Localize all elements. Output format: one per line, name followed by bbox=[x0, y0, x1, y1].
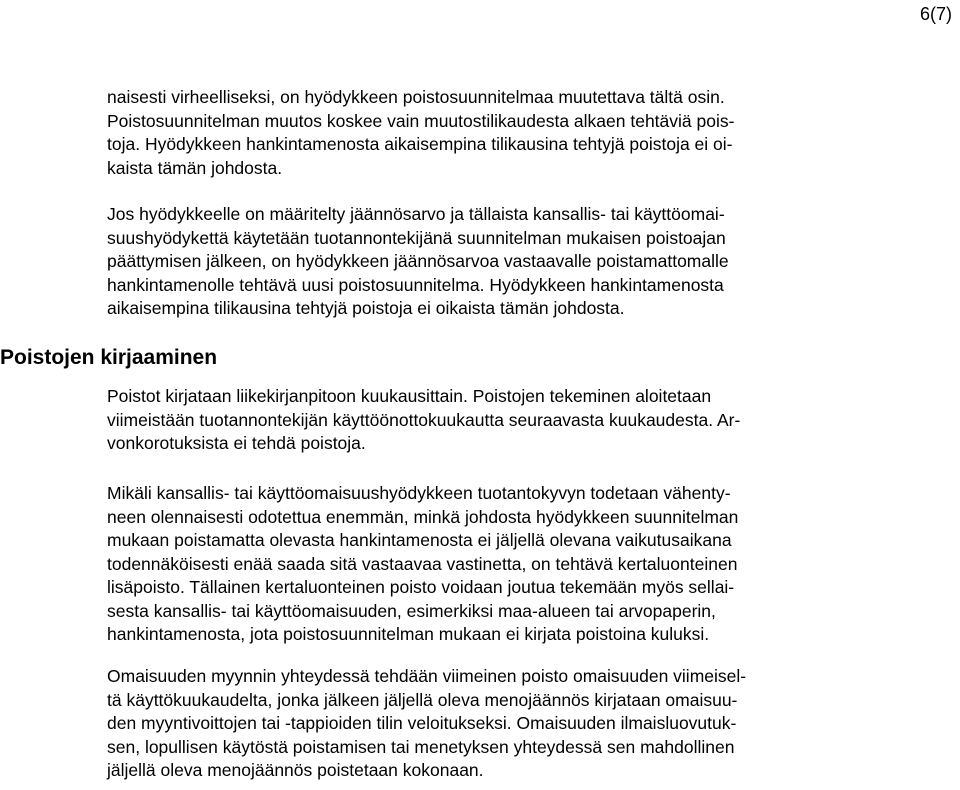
page-number: 6(7) bbox=[919, 4, 952, 24]
text-line: todennäköisesti enää saada sitä vastaavaa vastinetta, on tehtävä kertaluonteinen bbox=[107, 553, 738, 574]
text-line: lisäpoisto. Tällainen kertaluonteinen poisto voidaan joutua tekemään myös sellai- bbox=[107, 577, 735, 597]
text-line: Jos hyödykkeelle on määritelty jäännösarvo ja tällaista kansallis- tai käyttöomai- bbox=[107, 204, 725, 224]
text-line: aikaisempina tilikausina tehtyjä poistoja ei oikaista tämän johdosta. bbox=[107, 298, 625, 318]
text-line: tä käyttökuukaudelta, jonka jälkeen jäljellä oleva menojäännös kirjataan omaisuu- bbox=[107, 689, 738, 710]
text-line: vonkorotuksista ei tehdä poistoja. bbox=[107, 433, 366, 453]
paragraph-2 bbox=[107, 203, 867, 321]
text-line: Omaisuuden myynnin yhteydessä tehdään viimeinen poisto omaisuuden viimeisel- bbox=[107, 666, 747, 686]
paragraph-5 bbox=[107, 665, 867, 783]
text-line: suushyödykettä käytetään tuotannontekijänä suunnitelman mukaisen poistoajan bbox=[107, 227, 726, 248]
paragraph-4 bbox=[107, 482, 867, 647]
text-line: sesta kansallis- tai käyttöomaisuuden, esimerkiksi maa-alueen tai arvopaperin, bbox=[107, 600, 716, 621]
section-heading: Poistojen kirjaaminen bbox=[0, 346, 218, 369]
text-line: naisesti virheelliseksi, on hyödykkeen poistosuunnitelmaa muutettava tältä osin. bbox=[107, 87, 725, 107]
text-line: neen olennaisesti odotettua enemmän, minkä johdosta hyödykkeen suunnitelman bbox=[107, 506, 739, 527]
text-line: hankintamenolle tehtävä uusi poistosuunnitelma. Hyödykkeen hankintamenosta bbox=[107, 274, 724, 295]
paragraph-1 bbox=[107, 86, 867, 180]
text-line: viimeistään tuotannontekijän käyttöönottokuukautta seuraavasta kuukaudesta. Ar- bbox=[107, 409, 741, 430]
text-line: kaista tämän johdosta. bbox=[107, 157, 283, 178]
text-line: sen, lopullisen käytöstä poistamisen tai menetyksen yhteydessä sen mahdollinen bbox=[107, 736, 735, 757]
text-line: Mikäli kansallis- tai käyttöomaisuushyödykkeen tuotantokyvyn todetaan vähenty- bbox=[107, 483, 731, 503]
text-line: Poistosuunnitelman muutos koskee vain muutostilikaudesta alkaen tehtäviä pois- bbox=[107, 110, 735, 131]
text-line: päättymisen jälkeen, on hyödykkeen jäännösarvoa vastaavalle poistamattomalle bbox=[107, 251, 729, 271]
paragraph-3 bbox=[107, 385, 867, 456]
text-line: toja. Hyödykkeen hankintamenosta aikaisempina tilikausina tehtyjä poistoja ei oi- bbox=[107, 134, 733, 154]
text-line: Poistot kirjataan liikekirjanpitoon kuukausittain. Poistojen tekeminen aloitetaan bbox=[107, 386, 712, 406]
text-line: den myyntivoittojen tai -tappioiden tilin veloitukseksi. Omaisuuden ilmaisluovutuk- bbox=[107, 713, 737, 733]
text-line: hankintamenosta, jota poistosuunnitelman mukaan ei kirjata poistoina kuluksi. bbox=[107, 624, 710, 644]
text-line: mukaan poistamatta olevasta hankintamenosta ei jäljellä olevana vaikutusaikana bbox=[107, 530, 732, 550]
text-line: jäljellä oleva menojäännös poistetaan kokonaan. bbox=[107, 760, 484, 780]
